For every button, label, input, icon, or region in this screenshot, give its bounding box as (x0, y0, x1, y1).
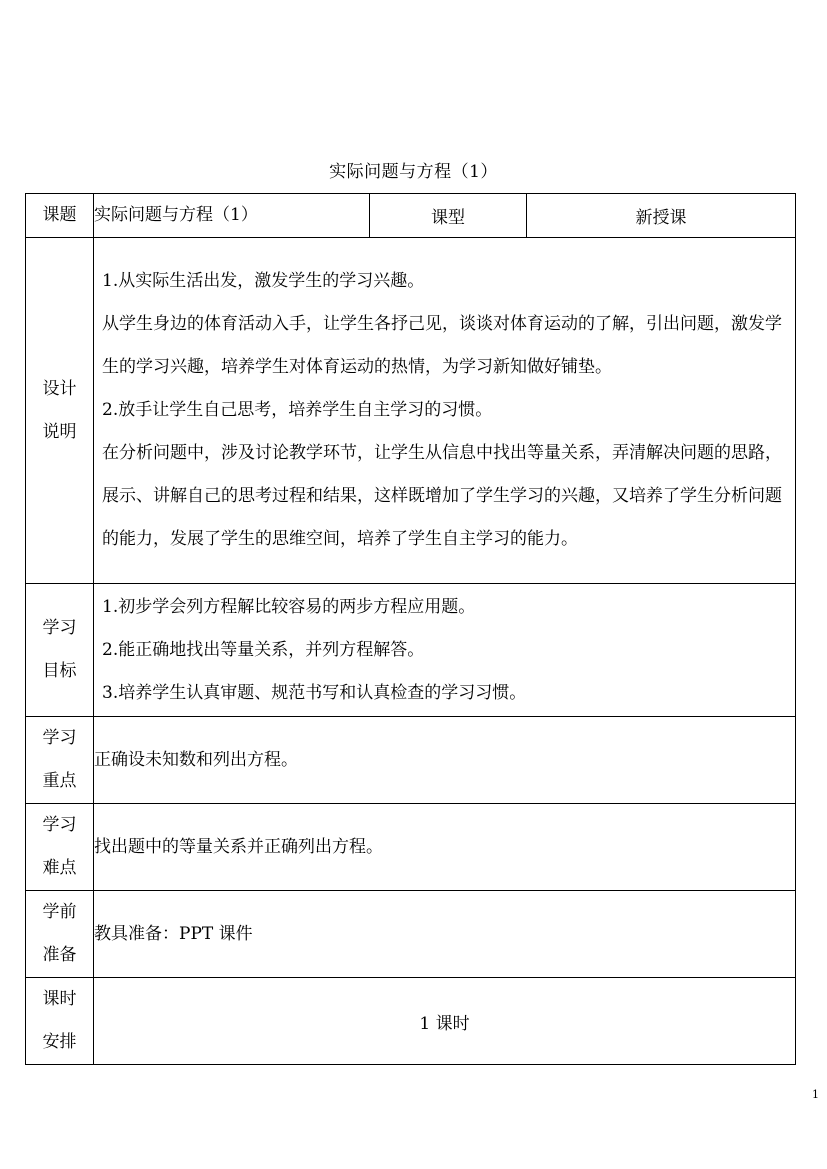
header-row (26, 194, 796, 238)
objective-item: 2.能正确地找出等量关系，并列方程解答。 (102, 639, 425, 660)
schedule-row (26, 978, 796, 1065)
design-content (94, 238, 796, 584)
design-paragraph: 1.从实际生活出发，激发学生的学习兴趣。 (102, 271, 425, 291)
lesson-plan-table (25, 193, 796, 1065)
difficulties-label-cell (26, 804, 94, 891)
objectives-row (26, 584, 796, 717)
objective-item: 1.初步学会列方程解比较容易的两步方程应用题。 (102, 596, 476, 617)
key-points-label-cell (26, 717, 94, 804)
objectives-content (94, 584, 796, 717)
difficulties-label-line2: 难点 (42, 858, 77, 878)
preparation-value: 教具准备：PPT 课件 (94, 891, 796, 978)
difficulties-label-line1: 学习 (42, 815, 77, 835)
key-points-label-line1: 学习 (42, 728, 77, 748)
type-label: 课型 (370, 194, 527, 238)
design-label-line1: 设计 (42, 378, 77, 399)
objectives-label-cell (26, 584, 94, 717)
type-value: 新授课 (527, 194, 796, 238)
topic-value: 实际问题与方程（1） (94, 194, 370, 238)
objective-item: 3.培养学生认真审题、规范书写和认真检查的学习习惯。 (102, 682, 527, 703)
topic-label: 课题 (42, 205, 77, 225)
schedule-label-line2: 安排 (42, 1032, 77, 1052)
design-paragraph: 2.放手让学生自己思考，培养学生自主学习的习惯。 (102, 400, 493, 420)
schedule-label-cell (26, 978, 94, 1065)
topic-label-cell (26, 194, 94, 238)
schedule-label-line1: 课时 (42, 989, 77, 1009)
difficulties-row (26, 804, 796, 891)
page-number: 1 (812, 1088, 819, 1101)
preparation-label-line1: 学前 (42, 902, 77, 922)
objectives-label-line1: 学习 (42, 618, 77, 638)
preparation-label-line2: 准备 (42, 945, 77, 965)
design-row (26, 238, 796, 584)
design-label-cell (26, 238, 94, 584)
difficulties-value: 找出题中的等量关系并正确列出方程。 (94, 804, 796, 891)
preparation-label-cell (26, 891, 94, 978)
design-paragraph: 在分析问题中，涉及讨论教学环节，让学生从信息中找出等量关系，弄清解决问题的思路，展示、讲解自己的思考过程和结果，这样既增加了学生学习的兴趣，又培养了学生分析问题的能力，发展了学生的思维空间，培养了学生自主学习的能力。 (102, 443, 782, 549)
objectives-label-line2: 目标 (42, 661, 77, 681)
key-points-row (26, 717, 796, 804)
key-points-label-line2: 重点 (42, 771, 77, 791)
preparation-row (26, 891, 796, 978)
schedule-value: 1 课时 (94, 978, 796, 1065)
design-paragraph: 从学生身边的体育活动入手，让学生各抒己见，谈谈对体育运动的了解，引出问题，激发学生的学习兴趣，培养学生对体育运动的热情，为学习新知做好铺垫。 (102, 314, 782, 377)
design-label-line2: 说明 (42, 421, 77, 442)
key-points-value: 正确设未知数和列出方程。 (94, 717, 796, 804)
document-title: 实际问题与方程（1） (329, 162, 498, 182)
